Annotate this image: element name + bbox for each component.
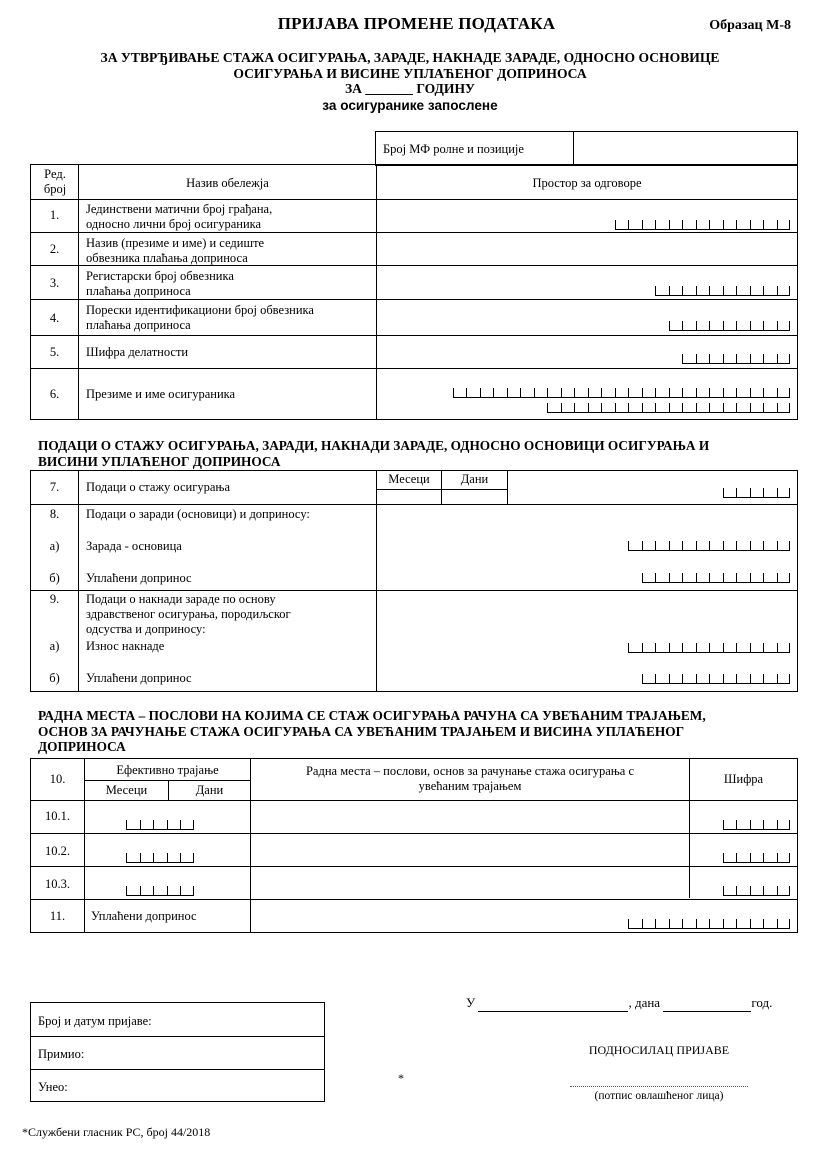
- insured-name-input-line2[interactable]: [547, 403, 790, 414]
- insured-name-input-line1[interactable]: [453, 388, 791, 399]
- insurance-period-input[interactable]: [723, 488, 791, 499]
- code-input[interactable]: [723, 853, 791, 864]
- compensation-amount-input[interactable]: [628, 643, 790, 654]
- mf-roll-box: [375, 131, 798, 166]
- compensation-contribution-input[interactable]: [642, 674, 791, 685]
- row-label: Јединствени матични број грађана, односно лични број осигураника: [86, 202, 273, 231]
- paid-contribution-input[interactable]: [628, 919, 790, 930]
- col-answer-header: Простор за одговоре: [532, 176, 642, 190]
- asterisk-mark: *: [398, 1071, 404, 1085]
- row-letter: а): [49, 639, 60, 653]
- form-title: ПРИЈАВА ПРОМЕНЕ ПОДАТАКА: [277, 14, 556, 33]
- subtitle-line-1: ЗА УТВРЂИВАЊЕ СТАЖА ОСИГУРАЊА, ЗАРАДЕ, НАКНАДЕ ЗАРАДЕ, ОДНОСНО ОСНОВИЦЕ: [100, 50, 720, 65]
- row-letter: б): [49, 671, 60, 685]
- months-header: Месеци: [388, 472, 430, 486]
- registration-number-input[interactable]: [655, 286, 790, 297]
- duration-input[interactable]: [126, 886, 194, 897]
- row-label: Подаци о заради (основици) и доприносу:: [86, 507, 310, 521]
- activity-code-input[interactable]: [682, 354, 790, 365]
- paid-contribution-input[interactable]: [642, 573, 791, 584]
- workplaces-table: [30, 758, 798, 933]
- form-subtitle: [60, 50, 760, 97]
- form-subtitle-employees: за осигуранике запослене: [322, 98, 498, 113]
- row-number: 7.: [49, 480, 60, 494]
- section-insurance-data-heading: ПОДАЦИ О СТАЖУ ОСИГУРАЊА, ЗАРАДИ, НАКНАДИ ЗАРАДЕ, ОДНОСНО ОСНОВИЦИ ОСИГУРАЊА И ВИСИНИ УПЛАЋЕНОГ ДОПРИНОСА: [38, 438, 710, 469]
- tax-id-input[interactable]: [669, 321, 791, 332]
- row-letter: б): [49, 571, 60, 585]
- row-label: Порески идентификациони број обвезника плаћања доприноса: [86, 303, 314, 332]
- row-label: Регистарски број обвезника плаћања доприноса: [86, 269, 234, 298]
- place-date-line: У , дана год.: [466, 995, 773, 1010]
- col-name-header: Назив обележја: [186, 176, 269, 190]
- row-number: 2.: [49, 242, 60, 256]
- row-number: 4.: [49, 311, 60, 325]
- office-use-box: [30, 1002, 325, 1102]
- days-header: Дани: [460, 472, 489, 486]
- row-number: 10.1.: [45, 809, 70, 823]
- section-workplaces-heading: РАДНА МЕСТА – ПОСЛОВИ НА КОЈИМА СЕ СТАЖ ОСИГУРАЊА РАЧУНА СА УВЕЋАНИМ ТРАЈАЊЕМ, ОСНОВ ЗА РАЧУНАЊЕ СТАЖА ОСИГУРАЊА СА УВЕЋАНИМ ТРАЈАЊЕМ И ВИСИНА УПЛАЋЕНОГ ДОПРИНОСА: [38, 708, 706, 754]
- row-label: Шифра делатности: [86, 345, 189, 359]
- entered-by-label: Унео:: [38, 1080, 68, 1094]
- signature-line[interactable]: [570, 1086, 748, 1087]
- code-input[interactable]: [723, 820, 791, 831]
- code-input[interactable]: [723, 886, 791, 897]
- row-number: 10.3.: [45, 877, 70, 891]
- code-header: Шифра: [723, 772, 764, 786]
- days-header: Дани: [195, 783, 224, 797]
- effective-duration-header: Ефективно трајање: [116, 763, 219, 777]
- subtitle-line-2: ОСИГУРАЊА И ВИСИНЕ УПЛАЋЕНОГ ДОПРИНОСА: [233, 65, 587, 81]
- salary-base-input[interactable]: [628, 541, 790, 552]
- months-header: Месеци: [105, 783, 148, 797]
- basic-data-table: [30, 164, 798, 420]
- workplace-description-input[interactable]: [251, 801, 689, 833]
- submitter-label: ПОДНОСИЛАЦ ПРИЈАВЕ: [588, 1043, 730, 1057]
- payer-name-input[interactable]: [377, 233, 797, 265]
- workplace-description-input[interactable]: [251, 834, 689, 866]
- row-label: Износ накнаде: [86, 639, 165, 653]
- received-by-label: Примио:: [38, 1047, 85, 1061]
- registration-number-date-label: Број и датум пријаве:: [38, 1014, 152, 1028]
- col-ordinal-header: Ред. број: [43, 167, 67, 196]
- row-label: Назив (презиме и име) и седиште обвезника плаћања доприноса: [86, 236, 265, 265]
- row-label: Уплаћени допринос: [91, 909, 197, 923]
- mf-roll-label: Број МФ ролне и позиције: [383, 142, 524, 156]
- workplace-description-input[interactable]: [251, 867, 689, 899]
- row-label: Презиме и име осигураника: [86, 387, 236, 401]
- col-ordinal-header: 10.: [49, 772, 66, 786]
- row-number: 9.: [49, 592, 60, 606]
- row-label: Уплаћени допринос: [86, 671, 192, 685]
- subtitle-line-3: ЗА _______ ГОДИНУ: [344, 81, 476, 96]
- duration-input[interactable]: [126, 853, 194, 864]
- date-input[interactable]: [663, 995, 751, 1012]
- duration-input[interactable]: [126, 820, 194, 831]
- row-number: 3.: [49, 276, 60, 290]
- row-label: Зарада - основица: [86, 539, 182, 553]
- row-number: 6.: [49, 387, 60, 401]
- row-number: 1.: [49, 208, 60, 222]
- row-number: 11.: [49, 909, 66, 923]
- form-number: Образац М-8: [709, 18, 791, 33]
- row-number: 8.: [49, 507, 60, 521]
- row-letter: а): [49, 539, 60, 553]
- row-number: 10.2.: [45, 844, 70, 858]
- row-label: Подаци о стажу осигурања: [86, 480, 230, 494]
- official-gazette-note: *Службени гласник РС, број 44/2018: [22, 1125, 211, 1139]
- place-input[interactable]: [478, 995, 628, 1012]
- row-number: 5.: [49, 345, 60, 359]
- row-label: Уплаћени допринос: [86, 571, 192, 585]
- insurance-data-table: [30, 470, 798, 692]
- row-label: Подаци о накнади зараде по основу здравственог осигурања, породиљског одсуства и доприносу:: [86, 592, 291, 636]
- workplace-description-header: Радна места – послови, основ за рачунање стажа осигурања с увећаним трајањем: [305, 764, 635, 793]
- mf-roll-input[interactable]: [574, 132, 797, 165]
- jmbg-input[interactable]: [615, 220, 791, 231]
- signature-caption: (потпис овлашћеног лица): [594, 1090, 724, 1102]
